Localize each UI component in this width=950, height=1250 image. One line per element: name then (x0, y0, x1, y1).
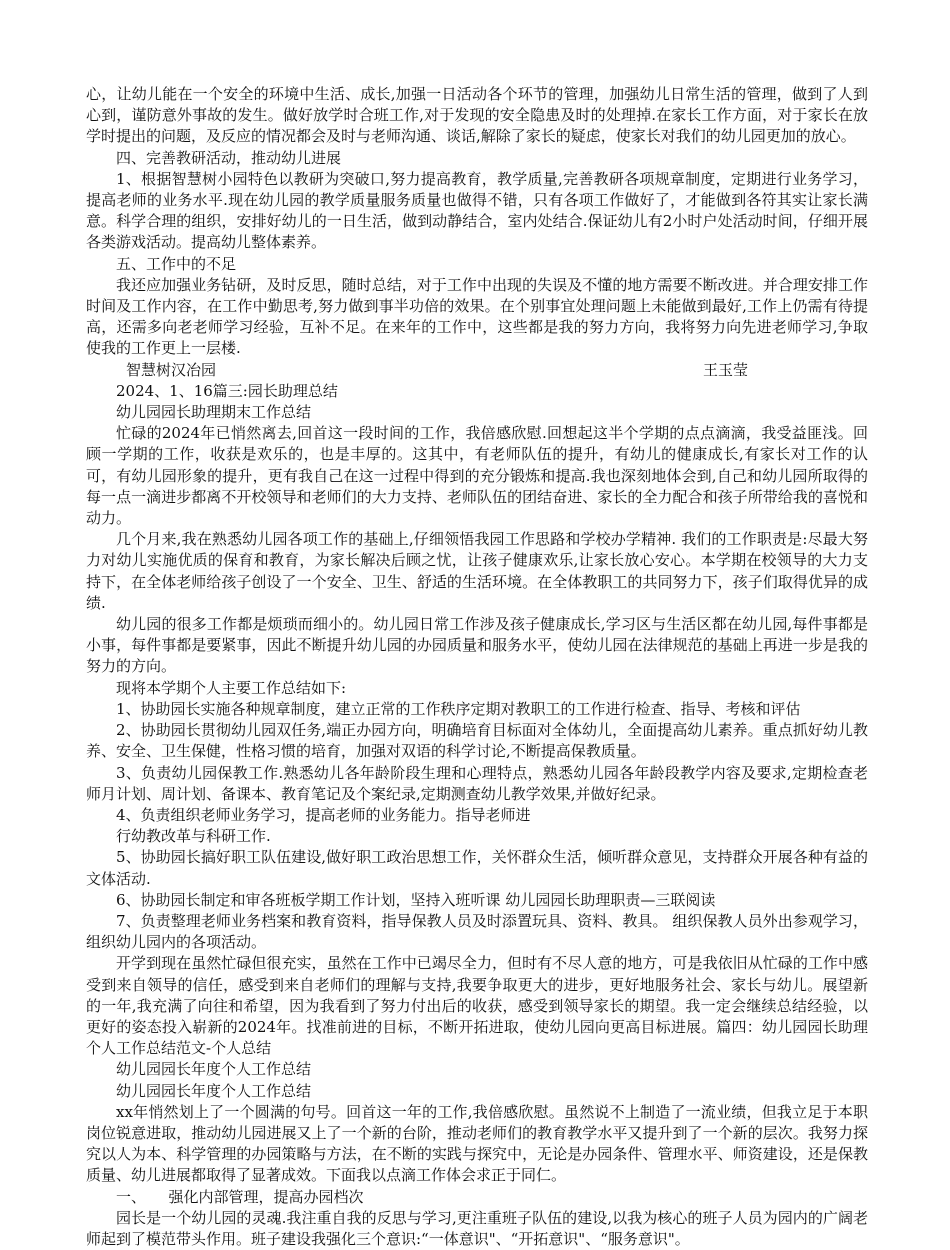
list-item: 行幼教改革与科研工作. (116, 827, 271, 846)
paragraph: 1、根据智慧树小园特色以教研为突破口,努力提高教育，教学质量,完善教研各项规章制度，定期进行业务学习，提高老师的业务水平.现在幼儿园的教学质量服务质量也做得不错，只有各项工作做好了，才能做到各符其实让家长满意。科学合理的组织，安排好幼儿的一日生活，做到动静结合，室内处结合.保证幼儿有2小时户处活动时间，仔细开展各类游戏活动。提高幼儿整体素养。 (86, 169, 868, 252)
doc-title: 幼儿园园长年度个人工作总结 (116, 1060, 312, 1079)
doc-title: 幼儿园园长年度个人工作总结 (116, 1081, 312, 1100)
signature-line (86, 360, 868, 381)
signature-org: 智慧树汉冶园 (126, 360, 217, 379)
paragraph: 几个月来,我在熟悉幼儿园各项工作的基础上,仔细领悟我园工作思路和学校办学精神. 我们的工作职责是:尽最大努力对幼儿实施优质的保育和教育，为家长解决后顾之忧，让孩子健康欢乐,让家长放心安心。本学期在校领导的大力支持下，在全体老师给孩子创设了一个安全、卫生、舒适的生活环境。在全体教职工的共同努力下，孩子们取得优异的成绩. (86, 530, 868, 612)
signature-name: 王玉莹 (702, 360, 748, 379)
section-heading: 四、完善教研活动，推动幼儿进展 (116, 148, 342, 167)
section-heading: 一、 强化内部管理，提高办园档次 (116, 1187, 364, 1206)
date-line: 2024、1、16篇三:园长助理总结 (116, 381, 338, 400)
list-item: 3、负责幼儿园保教工作.熟悉幼儿各年龄阶段生理和心理特点，熟悉幼儿园各年龄段教学内容及要求,定期检查老师月计划、周计划、备课本、教育笔记及个案纪录,定期测查幼儿教学效果,并做好纪录。 (86, 763, 868, 803)
list-item: 1、协助园长实施各种规章制度，建立正常的工作秩序定期对教职工的工作进行检查、指导、考核和评估 (116, 699, 801, 718)
paragraph: 我还应加强业务钻研，及时反思，随时总结，对于工作中出现的失误及不懂的地方需要不断改进。并合理安排工作时间及工作内容，在工作中勤思考,努力做到事半功倍的效果。在个别事宜处理问题上未能做到最好,工作上仍需有待提高，还需多向老老师学习经验，互补不足。在来年的工作中，这些都是我的努力方向，我将努力向先进老师学习,争取使我的工作更上一层楼. (86, 275, 868, 358)
paragraph: xx年悄然划上了一个圆满的句号。回首这一年的工作,我倍感欣慰。虽然说不上制造了一流业绩，但我立足于本职岗位锐意进取，推动幼儿园进展又上了一个新的台阶，推动老师们的教育教学水平又提升到了一个新的层次。我努力探究以人为本、科学管理的办园策略与方法，在不断的实践与探究中，无论是办园条件、管理水平、师资建设，还是保教质量、幼儿进展都取得了显著成效。下面我以点滴工作体会求正于同仁。 (86, 1102, 868, 1185)
paragraph: 忙碌的2024年已悄然离去,回首这一段时间的工作，我倍感欣慰.回想起这半个学期的点点滴滴，我受益匪浅。回顾一学期的工作，收获是欢乐的，也是丰厚的。这其中，有老师队伍的提升，有幼儿的健康成长,有家长对工作的认可，有幼儿园形象的提升，更有我自己在这一过程中得到的充分锻炼和提高.我也深刻地体会到,自己和幼儿园所取得的每一点一滴进步都离不开校领导和老师们的大力支持、老师队伍的团结奋进、家长的全力配合和孩子所带给我的喜悦和动力。 (86, 424, 868, 528)
paragraph: 园长是一个幼儿园的灵魂.我注重自我的反思与学习,更注重班子队伍的建设,以我为核心的班子人员为园内的广阔老师起到了模范带头作用。班子建设我强化三个意识:“一体意识"、“开拓意识"、“服务意识"。 (86, 1208, 868, 1248)
paragraph: 幼儿园的很多工作都是烦琐而细小的。幼儿园日常工作涉及孩子健康成长,学习区与生活区都在幼儿园,每件事都是小事，每件事都是要紧事，因此不断提升幼儿园的办园质量和服务水平，使幼儿园在法律规范的基础上再进一步是我的努力的方向。 (86, 615, 868, 676)
list-item: 5、协助园长搞好职工队伍建设,做好职工政治思想工作，关怀群众生活，倾听群众意见，支持群众开展各种有益的文体活动. (86, 848, 868, 888)
list-item: 6、协助园长制定和审各班板学期工作计划，坚持入班听课 幼儿园园长助理职责—三联阅读 (116, 890, 716, 909)
doc-title: 幼儿园园长助理期末工作总结 (116, 403, 312, 422)
list-item: 7、负责整理老师业务档案和教育资料，指导保教人员及时添置玩具、资料、教具。 组织保教人员外出参观学习，组织幼儿园内的各项活动。 (86, 911, 868, 952)
paragraph: 开学到现在虽然忙碌但很充实，虽然在工作中已竭尽全力，但时有不尽人意的地方，可是我依旧从忙碌的工作中感受到来自领导的信任，感受到来自老师们的理解与支持,我要争取更大的进步，更好地服务社会、家长与幼儿。展望新的一年,我充满了向往和希望，因为我看到了努力付出后的收获，感受到领导家长的期望。我一定会继续总结经验，以更好的姿态投入崭新的2024年。找准前进的目标，不断开拓进取，使幼儿园向更高目标进展。篇四：幼儿园园长助理个人工作总结范文-个人总结 (86, 954, 868, 1058)
section-heading: 五、工作中的不足 (116, 254, 237, 273)
paragraph: 现将本学期个人主要工作总结如下: (116, 678, 347, 697)
list-item: 4、负责组织老师业务学习，提高老师的业务能力。指导老师进 (116, 805, 531, 824)
list-item: 2、协助园长贯彻幼儿园双任务,端正办园方向，明确培育目标面对全体幼儿，全面提高幼儿素养。重点抓好幼儿教养、安全、卫生保健，性格习惯的培育，加强对双语的科学讨论,不断提高保教质量。 (86, 721, 868, 761)
paragraph: 心，让幼儿能在一个安全的环境中生活、成长,加强一日活动各个环节的管理，加强幼儿日常生活的管理，做到了人到心到，谨防意外事故的发生。做好放学时合班工作,对于发现的安全隐患及时的处理掉.在家长工作方面，对于家长在放学时提出的问题，及反应的情况都会及时与老师沟通、谈话,解除了家长的疑虑，使家长对我们的幼儿园更加的放心。 (86, 85, 868, 146)
